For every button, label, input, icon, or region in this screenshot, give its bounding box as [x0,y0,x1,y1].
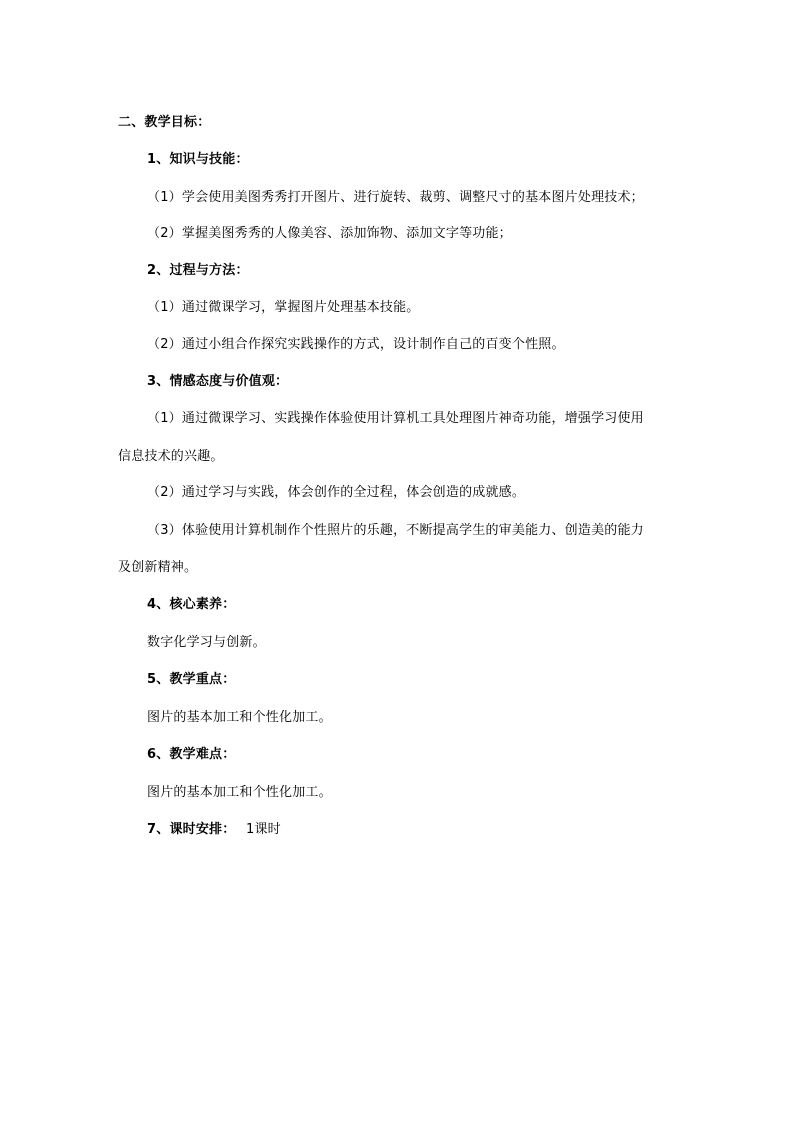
goal2-item-2: （2）通过小组合作探究实践操作的方式，设计制作自己的百变个性照。 [147,337,565,352]
goal2-item-1: （1）通过微课学习，掌握图片处理基本技能。 [147,300,420,315]
goal1-item-2: （2）掌握美图秀秀的人像美容、添加饰物、添加文字等功能； [147,226,512,241]
goal3-item-3-line-1: （3）体验使用计算机制作个性照片的乐趣，不断提高学生的审美能力、创造美的能力 [147,523,644,538]
goal7-title: 7、课时安排： [147,822,236,837]
goal7-value: 1课时 [246,822,281,837]
section-heading: 二、教学目标： [118,115,211,130]
goal1-title: 1、知识与技能： [147,152,249,167]
goal4-title: 4、核心素养： [147,597,236,612]
goal3-title: 3、情感态度与价值观： [147,374,289,389]
goal3-item-3-line-2: 及创新精神。 [118,560,198,575]
goal2-title: 2、过程与方法： [147,263,249,278]
goal4-text: 数字化学习与创新。 [147,635,266,650]
goal5-title: 5、教学重点： [147,672,236,687]
goal1-item-1: （1）学会使用美图秀秀打开图片、进行旋转、裁剪、调整尺寸的基本图片处理技术； [147,190,644,205]
goal3-item-1-line-2: 信息技术的兴趣。 [118,449,224,464]
goal6-text: 图片的基本加工和个性化加工。 [147,785,332,800]
goal5-text: 图片的基本加工和个性化加工。 [147,710,332,725]
goal3-item-2: （2）通过学习与实践，体会创作的全过程，体会创造的成就感。 [147,485,526,500]
goal3-item-1-line-1: （1）通过微课学习、实践操作体验使用计算机工具处理图片神奇功能，增强学习使用 [147,411,644,426]
goal6-title: 6、教学难点： [147,747,236,762]
